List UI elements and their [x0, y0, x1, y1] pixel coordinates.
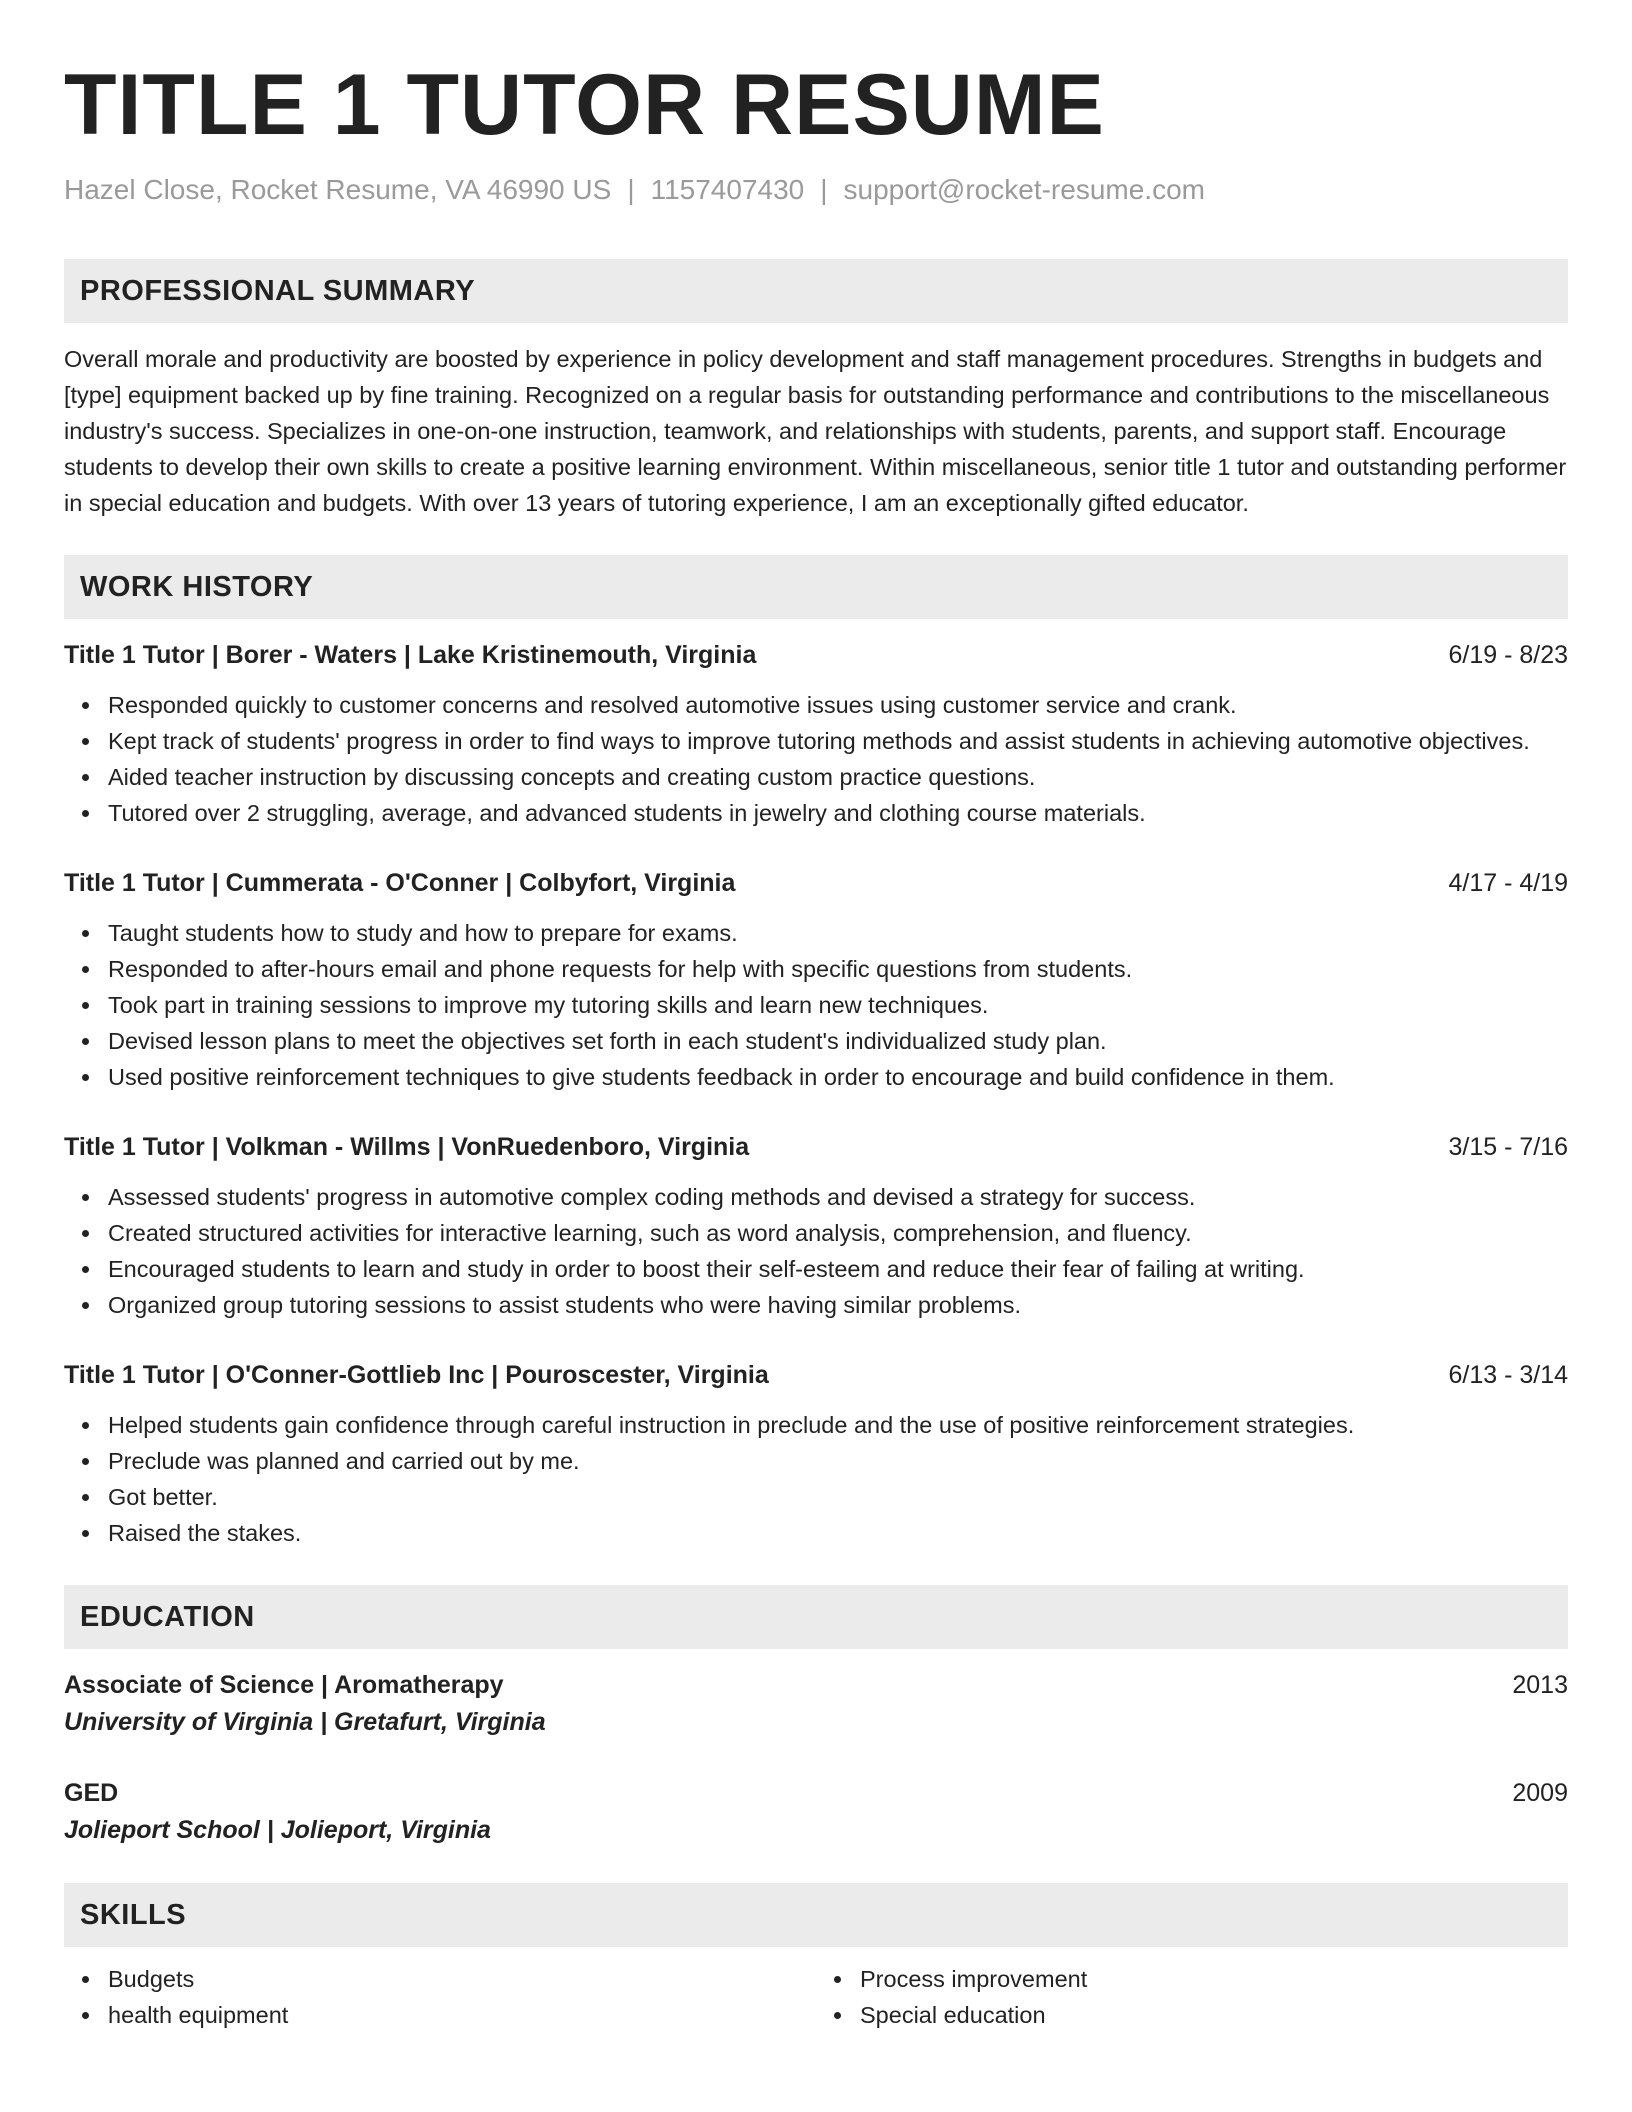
skills-column-right: [816, 1961, 1568, 2033]
job-dates: 6/13 - 3/14: [1448, 1361, 1568, 1389]
contact-separator: |: [627, 174, 635, 205]
section-header-education: EDUCATION: [64, 1585, 1568, 1649]
section-header-work-history: WORK HISTORY: [64, 555, 1568, 619]
job-bullet: Encouraged students to learn and study in order to boost their self-esteem and reduce their fear of failing at writing.: [108, 1251, 1568, 1287]
job-bullets: [64, 687, 1568, 831]
skill-item: Budgets: [108, 1961, 816, 1997]
job-title: Title 1 Tutor | Cummerata - O'Conner | Colbyfort, Virginia: [64, 869, 736, 897]
job-bullets: [64, 1179, 1568, 1323]
job-bullet: Aided teacher instruction by discussing concepts and creating custom practice questions.: [108, 759, 1568, 795]
contact-address: Hazel Close, Rocket Resume, VA 46990 US: [64, 174, 612, 205]
contact-line: [64, 172, 1568, 208]
job-bullet: Raised the stakes.: [108, 1515, 1568, 1551]
job-bullets: [64, 1407, 1568, 1551]
skills-list: [64, 1961, 816, 2033]
contact-phone: 1157407430: [650, 174, 805, 205]
job-bullet: Preclude was planned and carried out by me.: [108, 1443, 1568, 1479]
skill-item: Special education: [860, 1997, 1568, 2033]
section-header-summary: PROFESSIONAL SUMMARY: [64, 259, 1568, 323]
job-bullet: Helped students gain confidence through careful instruction in preclude and the use of positive reinforcement strategies.: [108, 1407, 1568, 1443]
skills-grid: [64, 1961, 1568, 2033]
job-title: Title 1 Tutor | Borer - Waters | Lake Kristinemouth, Virginia: [64, 641, 757, 669]
job-dates: 4/17 - 4/19: [1448, 869, 1568, 897]
education-school: University of Virginia | Gretafurt, Virginia: [64, 1708, 546, 1736]
job-bullet: Assessed students' progress in automotive complex coding methods and devised a strategy for success.: [108, 1179, 1568, 1215]
job-bullets: [64, 915, 1568, 1095]
section-header-skills: SKILLS: [64, 1883, 1568, 1947]
resume-title: TITLE 1 TUTOR RESUME: [64, 57, 1105, 153]
job-title: Title 1 Tutor | O'Conner-Gottlieb Inc | Pouroscester, Virginia: [64, 1361, 769, 1389]
job-entry: [64, 1129, 1568, 1323]
job-bullet: Kept track of students' progress in order to find ways to improve tutoring methods and assist students in achieving automotive objectives.: [108, 723, 1568, 759]
job-bullet: Used positive reinforcement techniques to give students feedback in order to encourage and build confidence in them.: [108, 1059, 1568, 1095]
job-dates: 3/15 - 7/16: [1448, 1133, 1568, 1161]
job-bullet: Devised lesson plans to meet the objectives set forth in each student's individualized study plan.: [108, 1023, 1568, 1059]
education-year: 2013: [1512, 1671, 1568, 1699]
job-bullet: Got better.: [108, 1479, 1568, 1515]
contact-email: support@rocket-resume.com: [843, 174, 1205, 205]
job-entry: [64, 1357, 1568, 1551]
job-bullet: Taught students how to study and how to prepare for exams.: [108, 915, 1568, 951]
education-degree: Associate of Science | Aromatherapy: [64, 1671, 504, 1699]
education-year: 2009: [1512, 1779, 1568, 1807]
contact-separator: |: [820, 174, 828, 205]
job-bullet: Took part in training sessions to improve my tutoring skills and learn new techniques.: [108, 987, 1568, 1023]
job-dates: 6/19 - 8/23: [1448, 641, 1568, 669]
job-entry: [64, 637, 1568, 831]
job-bullet: Tutored over 2 struggling, average, and advanced students in jewelry and clothing course materials.: [108, 795, 1568, 831]
job-bullet: Responded to after-hours email and phone requests for help with specific questions from students.: [108, 951, 1568, 987]
skill-item: Process improvement: [860, 1961, 1568, 1997]
education-degree: GED: [64, 1779, 119, 1807]
job-bullet: Organized group tutoring sessions to assist students who were having similar problems.: [108, 1287, 1568, 1323]
education-entry: [64, 1775, 1568, 1849]
skills-column-left: [64, 1961, 816, 2033]
skills-list: [816, 1961, 1568, 2033]
job-bullet: Created structured activities for interactive learning, such as word analysis, comprehension, and fluency.: [108, 1215, 1568, 1251]
job-entry: [64, 865, 1568, 1095]
summary-text: Overall morale and productivity are boosted by experience in policy development and staff management procedures. Strengths in budgets and [type] equipment backed up by fine training. Recognized on a regular basis for outstanding performance and contributions to the miscellaneous industry's success. Specializes in one-on-one instruction, teamwork, and relationships with students, parents, and support staff. Encourage students to develop their own skills to create a positive learning environment. Within miscellaneous, senior title 1 tutor and outstanding performer in special education and budgets. With over 13 years of tutoring experience, I am an exceptionally gifted educator.: [64, 346, 1567, 516]
education-school: Jolieport School | Jolieport, Virginia: [64, 1816, 491, 1844]
education-entry: [64, 1667, 1568, 1741]
skill-item: health equipment: [108, 1997, 816, 2033]
job-title: Title 1 Tutor | Volkman - Willms | VonRuedenboro, Virginia: [64, 1133, 750, 1161]
job-bullet: Responded quickly to customer concerns and resolved automotive issues using customer service and crank.: [108, 687, 1568, 723]
